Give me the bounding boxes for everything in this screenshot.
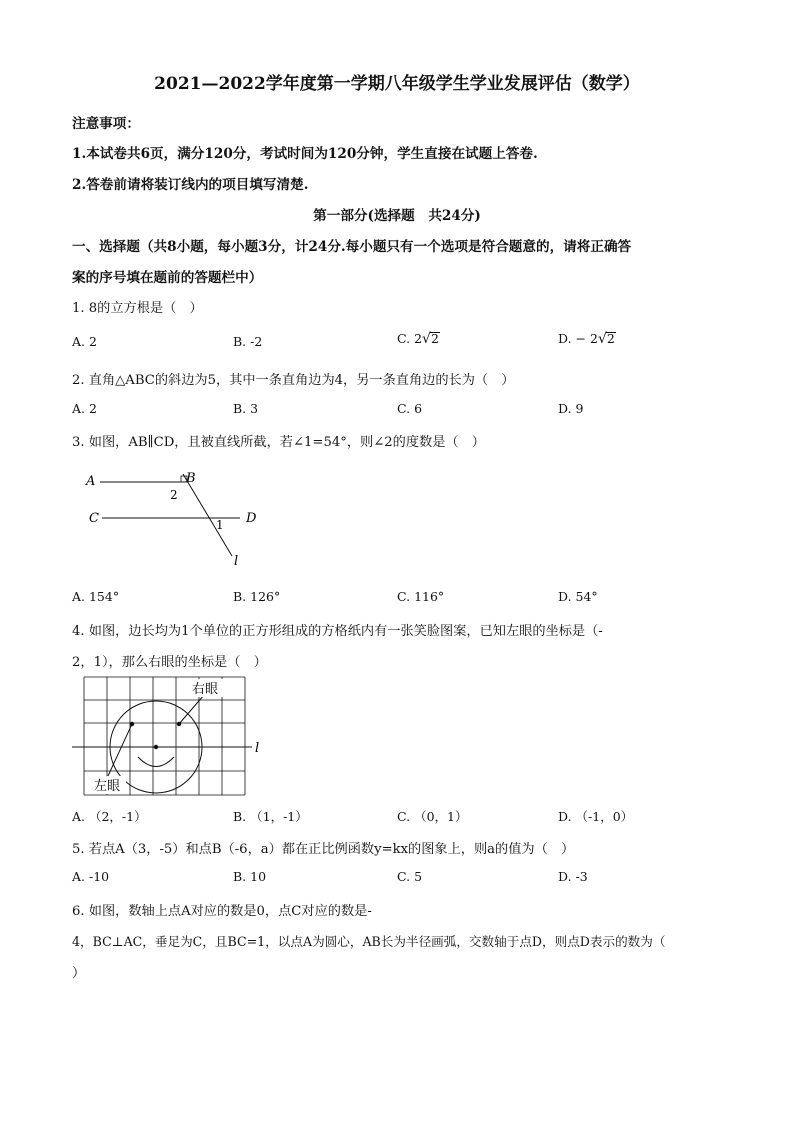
label-l: l [234, 554, 239, 569]
q4-option-d: D. （-1，0） [558, 809, 634, 824]
q3-stem: 3. 如图，AB∥CD，且被直线所截，若∠1=54°，则∠2的度数是（ ） [72, 435, 485, 450]
q4-smiley-grid-figure [72, 675, 272, 800]
q1-option-d [558, 331, 616, 347]
q1-option-a: A. 2 [72, 334, 97, 349]
q2-option-d: D. 9 [558, 401, 584, 416]
axis-label-l: l [255, 741, 260, 756]
q5-option-c: C. 5 [397, 869, 423, 884]
label-angle-1: 1 [216, 518, 224, 532]
smile-arc [138, 757, 174, 767]
section-instructions-line2: 案的序号填在题前的答题栏中） [72, 270, 263, 286]
q6-stem-line3: ） [72, 966, 86, 981]
part1-heading: 第一部分(选择题 共24分) [313, 208, 481, 224]
q3-parallel-lines-figure [80, 466, 270, 576]
q2-stem: 2. 直角△ABC的斜边为5，其中一条直角边为4，另一条直角边的长为（ ） [72, 373, 515, 388]
q2-option-b: B. 3 [233, 401, 259, 416]
q4-stem-line2: 2，1），那么右眼的坐标是（ ） [72, 655, 267, 670]
label-d: D [246, 511, 257, 526]
q1-option-b: B. -2 [233, 334, 263, 349]
exam-title: 2021—2022学年度第一学期八年级学生学业发展评估（数学） [154, 74, 640, 94]
right-eye-label: 右眼 [192, 682, 219, 697]
q5-option-d: D. -3 [558, 869, 588, 884]
left-eye-pointer [108, 724, 132, 776]
q1-stem: 1. 8的立方根是（ ） [72, 301, 203, 316]
q3-option-d: D. 54° [558, 589, 598, 604]
label-angle-2: 2 [170, 488, 178, 502]
q4-option-c: C. （0，1） [397, 809, 468, 824]
q3-option-c: C. 116° [397, 589, 445, 604]
left-eye-label: 左眼 [94, 779, 121, 794]
notes-item-1: 1.本试卷共6页，满分120分，考试时间为120分钟，学生直接在试题上答卷. [72, 146, 538, 162]
label-c: C [89, 511, 99, 526]
radical-sign-icon: √ [597, 331, 607, 347]
q6-stem-line2: 4，BC⊥AC，垂足为C，且BC=1，以点A为圆心，AB长为半径画弧，交数轴于点D，则点D表示的数为（ [72, 934, 666, 949]
label-a: A [86, 474, 96, 489]
nose-dot [154, 745, 158, 749]
section-instructions-line1: 一、选择题（共8小题，每小题3分，计24分.每小题只有一个选项是符合题意的，请将正确答 [72, 239, 632, 255]
q1-option-c [397, 331, 440, 347]
q4-option-b: B. （1，-1） [233, 809, 308, 824]
q5-option-a: A. -10 [72, 869, 110, 884]
q6-stem-line1: 6. 如图，数轴上点A对应的数是0，点C对应的数是- [72, 904, 372, 919]
q4-stem-line1: 4. 如图，边长均为1个单位的正方形组成的方格纸内有一张笑脸图案，已知左眼的坐标是（- [72, 624, 603, 639]
notes-item-2: 2.答卷前请将装订线内的项目填写清楚. [72, 177, 309, 193]
q1-option-c-prefix: C. 2 [397, 331, 423, 346]
radical-sign-icon: √ [422, 331, 431, 347]
q5-stem: 5. 若点A（3，-5）和点B（-6，a）都在正比例函数y=kx的图象上，则a的值为（ ） [72, 842, 575, 857]
q4-option-a: A. （2，-1） [72, 809, 147, 824]
q2-option-a: A. 2 [72, 401, 97, 416]
q5-option-b: B. 10 [233, 869, 267, 884]
q1-option-d-radicand: 2 [606, 331, 615, 346]
q2-option-c: C. 6 [397, 401, 423, 416]
notes-heading: 注意事项： [72, 116, 140, 132]
q3-option-b: B. 126° [233, 589, 281, 604]
q1-option-d-prefix: D. − 2 [558, 331, 598, 346]
transversal-l [183, 474, 232, 556]
label-b: B [186, 471, 196, 486]
q3-option-a: A. 154° [72, 589, 120, 604]
q1-option-c-radicand: 2 [430, 331, 439, 346]
